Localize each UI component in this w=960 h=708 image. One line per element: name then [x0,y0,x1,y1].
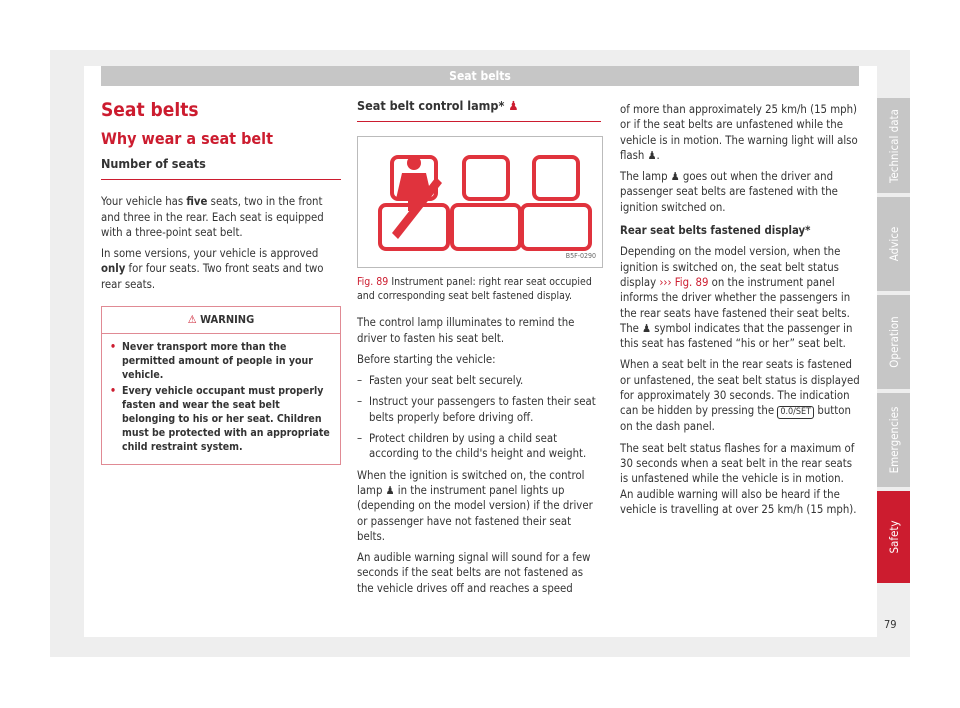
step-item: – Protect children by using a child seat according to the child's height and weight. [357,431,601,462]
seat-rear-right-icon [522,157,590,249]
seatbelt-warning-icon: ♟ [508,98,519,113]
step-item: – Fasten your seat belt securely. [357,373,601,388]
tab-technical-data[interactable]: Technical data [877,98,910,193]
column-3 [620,102,860,523]
warning-list [102,340,340,454]
warning-header [102,307,340,334]
paragraph: Your vehicle has five seats, two in the front and three in the rear. Each seat is equipped with a three-point seat belt. [101,195,324,239]
warning-box [101,306,341,465]
tab-operation[interactable]: Operation [877,295,910,389]
paragraph: In some versions, your vehicle is approved only for four seats. Two front seats and two rear seats. [101,247,324,291]
subheading: Rear seat belts fastened display* [620,224,811,238]
paragraph: The lamp ♟ goes out when the driver and passenger seat belts are fastened with the ignition switched on. [620,170,838,214]
paragraph: of more than approximately 25 km/h (15 mph) or if the seat belts are unfastened while the vehicle is in motion. The warning light will also flash ♟. [620,103,858,162]
figure-caption: Fig. 89 Instrument panel: right rear seat occupied and corresponding seat belt fastened display. [357,276,592,302]
column-1 [101,98,341,465]
tab-safety[interactable]: Safety [877,491,910,583]
seatbelt-lamp-icon: ♟ [670,170,680,184]
section-title: Why wear a seat belt [101,129,273,148]
seat-rear-middle-icon [452,157,520,249]
paragraph: Depending on the model version, when the ignition is switched on, the seat belt status display ››› Fig. 89 on the instrument panel informs the driver whether the passengers in the rear seats have fastened their seat belts. The ♟ symbol indicates that the passenger in this seat has fastened “his or her” seat belt. [620,245,853,351]
seatbelt-lamp-icon: ♟ [385,483,395,497]
paragraph: When a seat belt in the rear seats is fastened or unfastened, the seat belt status is displayed for approximately 30 seconds. The indication can be hidden by pressing the 0.0/SET button on the dash panel. [620,358,860,434]
set-key-icon: 0.0/SET [777,406,814,419]
figure-89 [357,136,603,268]
paragraph: The seat belt status flashes for a maximum of 30 seconds when a seat belt in the rear seats is unfastened while the vehicle is in motion. An audible warning will also be heard if the vehicle is travelling at over 25 km/h (15 mph). [620,441,857,516]
subsection-title: Number of seats [101,156,341,180]
warning-title: WARNING [200,313,255,327]
tab-emergencies[interactable]: Emergencies [877,393,910,487]
paragraph: The control lamp illuminates to remind the driver to fasten his seat belt. [357,316,575,345]
paragraph: Before starting the vehicle: [357,352,496,366]
paragraph: When the ignition is switched on, the control lamp ♟ in the instrument panel lights up (depending on the model version) if the driver or passenger have not fastened their seat belts. [357,468,593,543]
page-number: 79 [884,618,897,631]
column-2 [357,98,601,602]
paragraph: An audible warning signal will sound for a few seconds if the seat belts are not fastened as the vehicle drives off and reaches a speed [357,551,591,595]
tab-advice[interactable]: Advice [877,197,910,291]
warning-item: • Every vehicle occupant must properly fasten and wear the seat belt belonging to his or her seat. Children must be protected with an appropriate child restraint system. [110,384,332,454]
figure-reference-link[interactable]: ››› Fig. 89 [659,275,709,289]
figure-code: B5F-0290 [565,252,596,260]
running-header: Seat belts [101,66,859,86]
seatbelt-lamp-icon: ♟ [647,148,657,162]
seatbelt-lamp-icon: ♟ [642,321,652,335]
section-heading: Seat belt control lamp* ♟ [357,98,601,122]
step-item: – Instruct your passengers to fasten their seat belts properly before driving off. [357,394,601,425]
warning-item: • Never transport more than the permitted amount of people in your vehicle. [110,340,332,382]
chapter-title: Seat belts [101,99,199,121]
seatbelt-display-illustration [358,137,602,267]
warning-triangle-icon: ⚠ [187,313,197,327]
